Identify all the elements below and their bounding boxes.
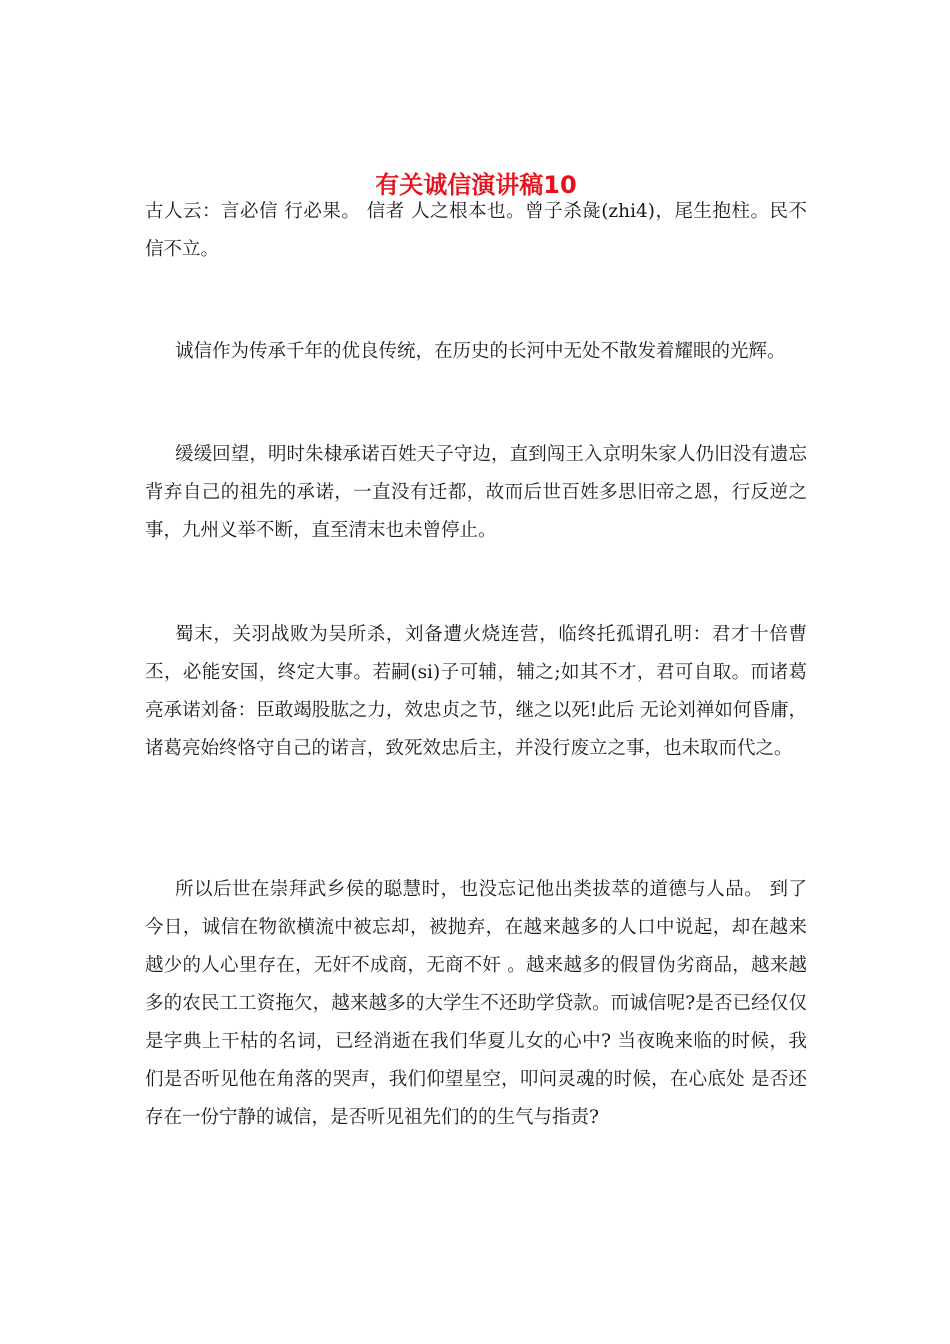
document-page xyxy=(145,0,807,1344)
paragraph-tradition: 诚信作为传承千年的优良传统，在历史的长河中无处不散发着耀眼的光辉。 xyxy=(175,341,786,362)
paragraph-shu-han: 蜀末，关羽战败为吴所杀，刘备遭火烧连营，临终托孤谓孔明：君才十倍曹丕，必能安国，终定大事。若嗣(si)子可辅，辅之;如其不才，君可自取。而诸葛亮承诺刘备：臣敢竭股肱之力，效忠贞之节，继之以死!此后 无论刘禅如何昏庸，诸葛亮始终恪守自己的诺言，致死效忠后主，并没行废立之事，也未取而代之。 xyxy=(145,624,807,759)
paragraph-intro: 古人云：言必信 行必果。 信者 人之根本也。曾子杀彘(zhi4)，尾生抱柱。民不信不立。 xyxy=(145,201,807,260)
document-title: 有关诚信演讲稿10 xyxy=(375,171,577,200)
paragraph-today: 所以后世在崇拜武乡侯的聪慧时，也没忘记他出类拔萃的道德与人品。 到了今日，诚信在物欲横流中被忘却，被抛弃，在越来越多的人口中说起，却在越来越少的人心里存在，无奸不成商，无商不奸 。越来越多的假冒伪劣商品，越来越多的农民工工资拖欠，越来越多的大学生不还助学贷款。而诚信呢?是否已经仅仅是字典上干枯的名词，已经消逝在我们华夏儿女的心中? 当夜晚来临的时候，我们是否听见他在角落的哭声，我们仰望星空，叩问灵魂的时候，在心底处 是否还存在一份宁静的诚信，是否听见祖先们的的生气与指责? xyxy=(145,879,807,1128)
paragraph-ming-dynasty: 缓缓回望，明时朱棣承诺百姓天子守边，直到闯王入京明朱家人仍旧没有遗忘背弃自己的祖先的承诺，一直没有迁都，故而后世百姓多思旧帝之恩，行反逆之事，九州义举不断，直至清末也未曾停止。 xyxy=(145,444,807,541)
